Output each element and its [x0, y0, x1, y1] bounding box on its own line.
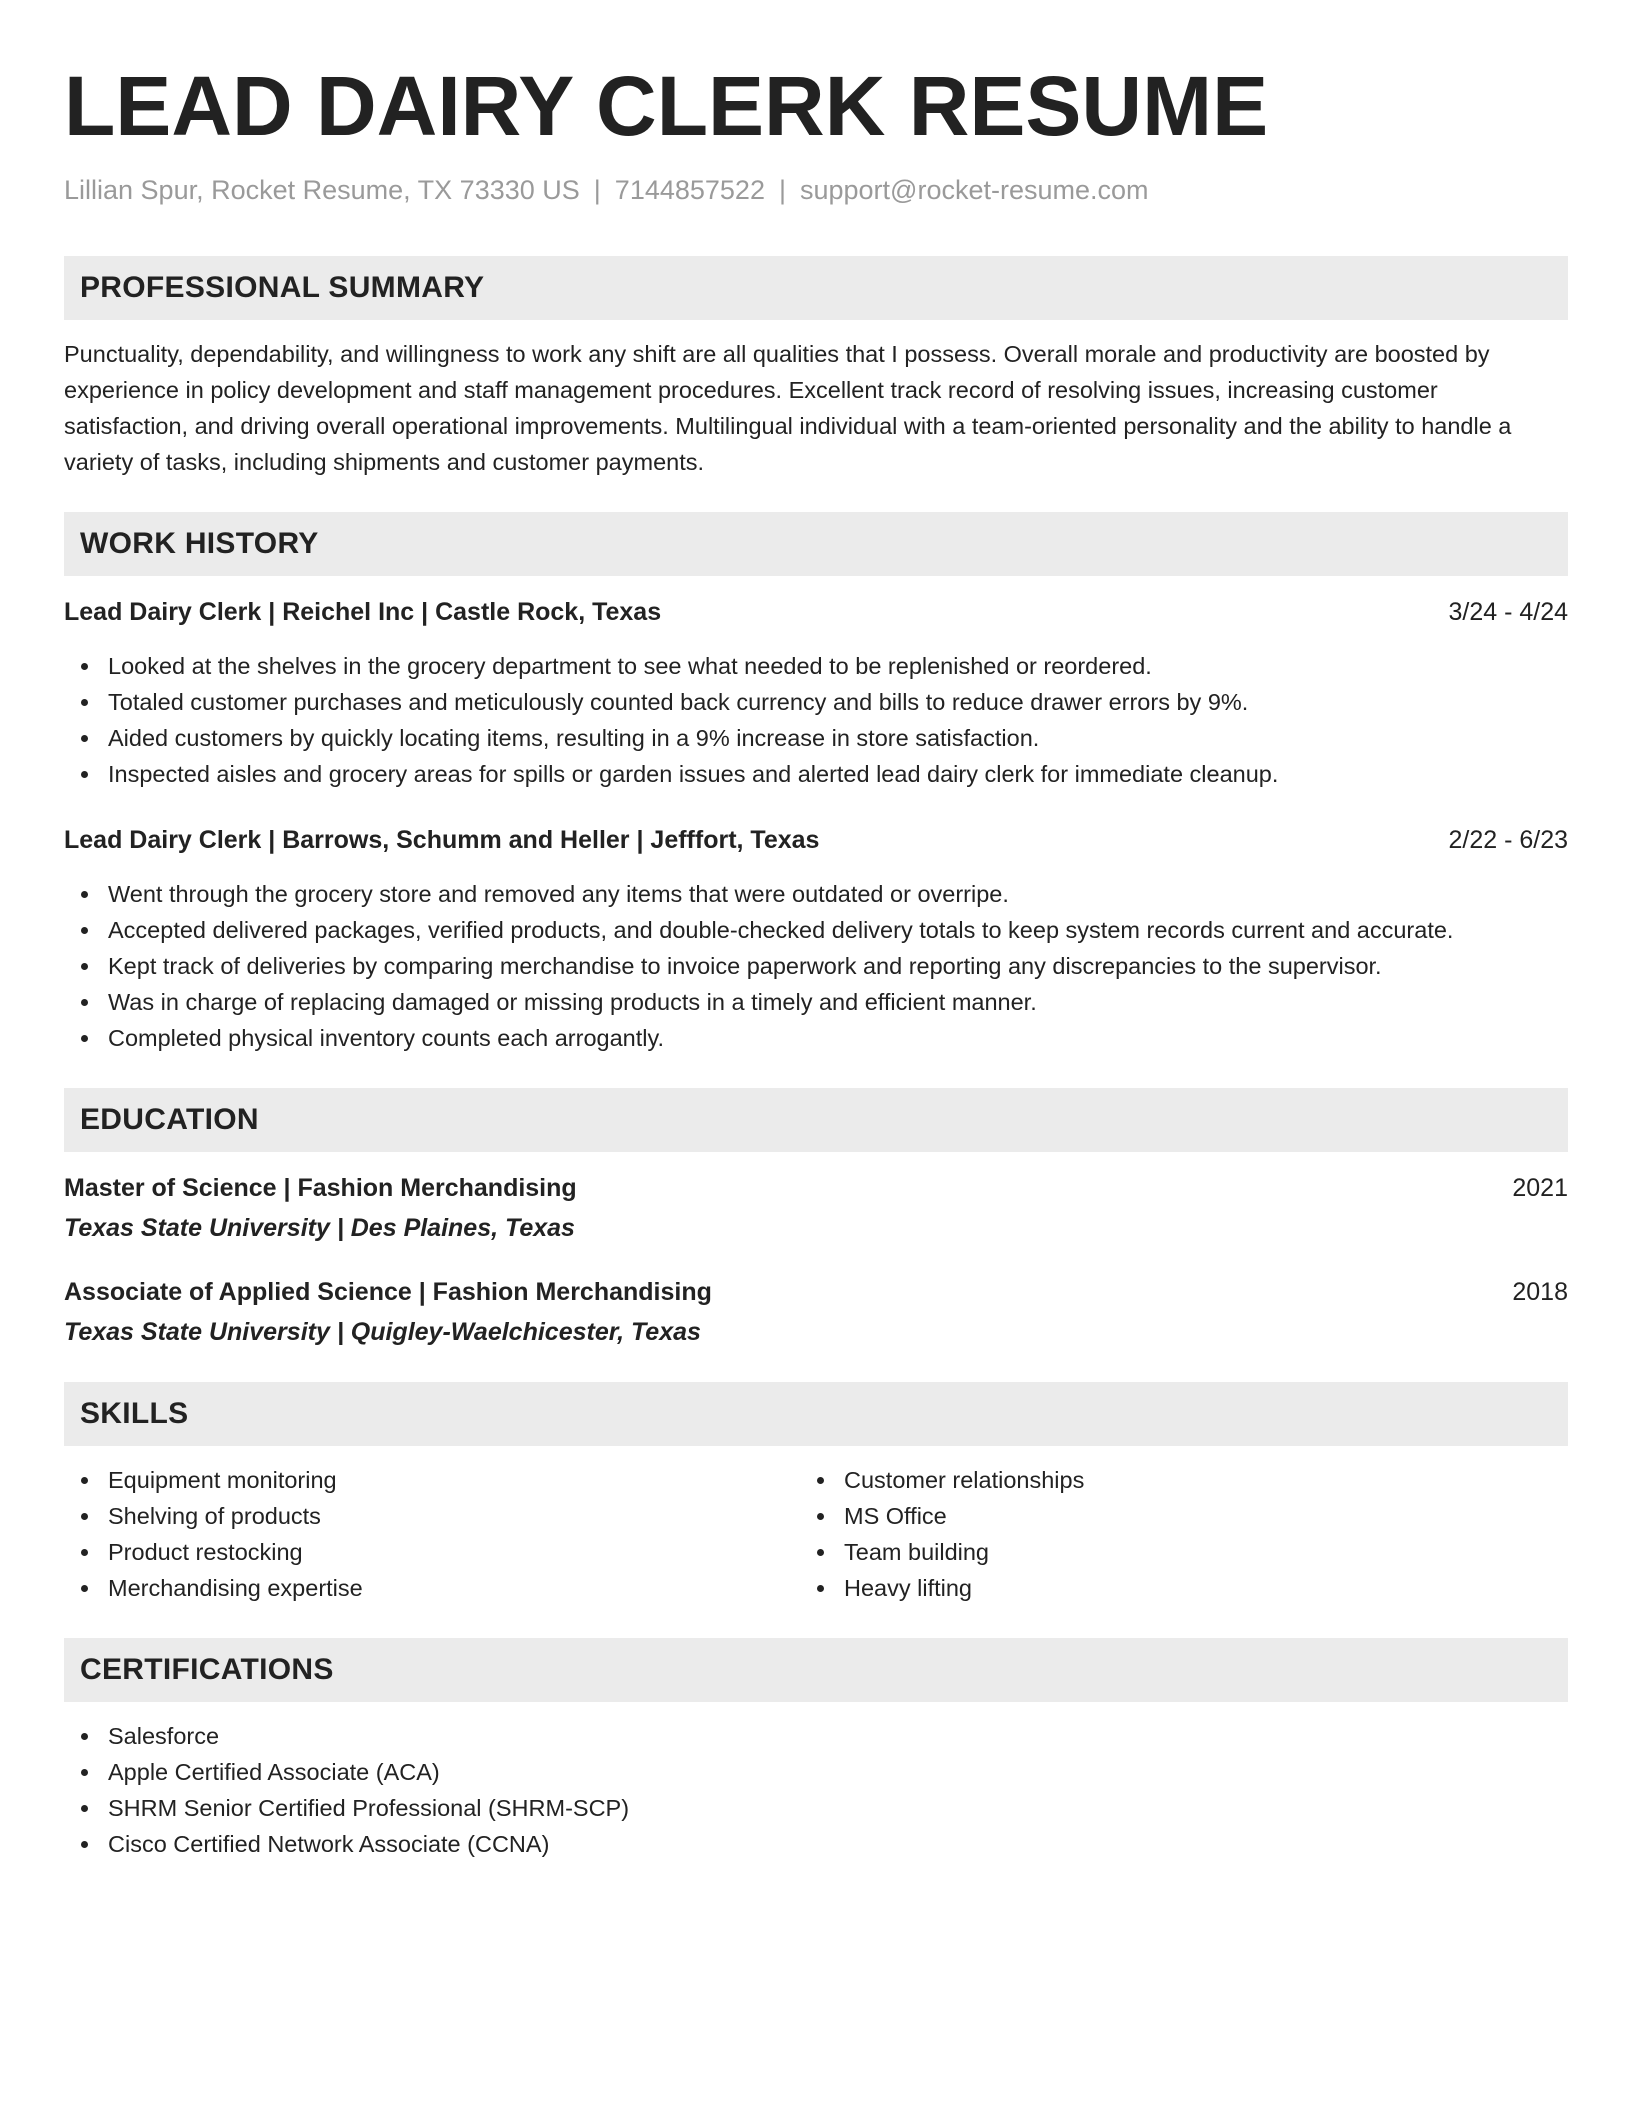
- skill-item: Shelving of products: [108, 1498, 800, 1534]
- skill-item: Team building: [844, 1534, 1536, 1570]
- list-item: Completed physical inventory counts each arrogantly.: [108, 1020, 1568, 1056]
- job-dates: 3/24 - 4/24: [1448, 598, 1568, 626]
- skills-grid: [64, 1462, 1568, 1606]
- section-header-summary: PROFESSIONAL SUMMARY: [64, 256, 1568, 320]
- section-header-skills: SKILLS: [64, 1382, 1568, 1446]
- skill-item: MS Office: [844, 1498, 1536, 1534]
- job-header: [64, 594, 1568, 630]
- certification-item: Apple Certified Associate (ACA): [108, 1754, 1568, 1790]
- job-title: Lead Dairy Clerk | Reichel Inc | Castle Rock, Texas: [64, 598, 662, 626]
- contact-address: Lillian Spur, Rocket Resume, TX 73330 US: [64, 175, 580, 205]
- job-entry: [64, 822, 1568, 1056]
- list-item: Accepted delivered packages, verified products, and double-checked delivery totals to keep system records current and accurate.: [108, 912, 1568, 948]
- section-header-education: EDUCATION: [64, 1088, 1568, 1152]
- skill-item: Equipment monitoring: [108, 1462, 800, 1498]
- job-bullets: [64, 876, 1568, 1056]
- list-item: Inspected aisles and grocery areas for spills or garden issues and alerted lead dairy clerk for immediate cleanup.: [108, 756, 1568, 792]
- certification-item: Salesforce: [108, 1718, 1568, 1754]
- list-item: Totaled customer purchases and meticulously counted back currency and bills to reduce drawer errors by 9%.: [108, 684, 1568, 720]
- list-item: Went through the grocery store and removed any items that were outdated or overripe.: [108, 876, 1568, 912]
- education-header: [64, 1274, 1568, 1310]
- contact-separator: |: [593, 175, 601, 205]
- skill-item: Merchandising expertise: [108, 1570, 800, 1606]
- education-degree: Associate of Applied Science | Fashion Merchandising: [64, 1278, 712, 1306]
- education-school: Texas State University | Des Plaines, Texas: [64, 1214, 575, 1242]
- section-header-certifications: CERTIFICATIONS: [64, 1638, 1568, 1702]
- skill-item: Heavy lifting: [844, 1570, 1536, 1606]
- list-item: Looked at the shelves in the grocery department to see what needed to be replenished or reordered.: [108, 648, 1568, 684]
- contact-separator: |: [778, 175, 786, 205]
- list-item: Was in charge of replacing damaged or missing products in a timely and efficient manner.: [108, 984, 1568, 1020]
- skills-column-left: [64, 1462, 800, 1606]
- education-school: Texas State University | Quigley-Waelchicester, Texas: [64, 1318, 701, 1346]
- contact-line: [64, 172, 1568, 208]
- job-title: Lead Dairy Clerk | Barrows, Schumm and Heller | Jefffort, Texas: [64, 826, 820, 854]
- certification-item: SHRM Senior Certified Professional (SHRM-SCP): [108, 1790, 1568, 1826]
- certifications-list: [64, 1718, 1568, 1862]
- certification-item: Cisco Certified Network Associate (CCNA): [108, 1826, 1568, 1862]
- job-entry: [64, 594, 1568, 792]
- resume-title: LEAD DAIRY CLERK RESUME: [64, 59, 1269, 153]
- job-header: [64, 822, 1568, 858]
- certifications-list-wrap: [64, 1718, 1568, 1862]
- job-dates: 2/22 - 6/23: [1448, 826, 1568, 854]
- education-entry: [64, 1274, 1568, 1350]
- education-year: 2018: [1512, 1278, 1568, 1306]
- section-header-work-history: WORK HISTORY: [64, 512, 1568, 576]
- summary-text: Punctuality, dependability, and willingness to work any shift are all qualities that I possess. Overall morale and productivity are boosted by experience in policy development and staff management procedures. Excellent track record of resolving issues, increasing customer satisfaction, and driving overall operational improvements. Multilingual individual with a team-oriented personality and the ability to handle a variety of tasks, including shipments and customer payments.: [64, 341, 1512, 475]
- list-item: Aided customers by quickly locating items, resulting in a 9% increase in store satisfaction.: [108, 720, 1568, 756]
- education-degree: Master of Science | Fashion Merchandising: [64, 1174, 577, 1202]
- skill-item: Customer relationships: [844, 1462, 1536, 1498]
- list-item: Kept track of deliveries by comparing merchandise to invoice paperwork and reporting any discrepancies to the supervisor.: [108, 948, 1568, 984]
- skill-item: Product restocking: [108, 1534, 800, 1570]
- education-entry: [64, 1170, 1568, 1246]
- job-bullets: [64, 648, 1568, 792]
- contact-email: support@rocket-resume.com: [799, 175, 1149, 205]
- contact-phone: 7144857522: [614, 175, 765, 205]
- skills-column-right: [800, 1462, 1536, 1606]
- education-year: 2021: [1512, 1174, 1568, 1202]
- education-header: [64, 1170, 1568, 1206]
